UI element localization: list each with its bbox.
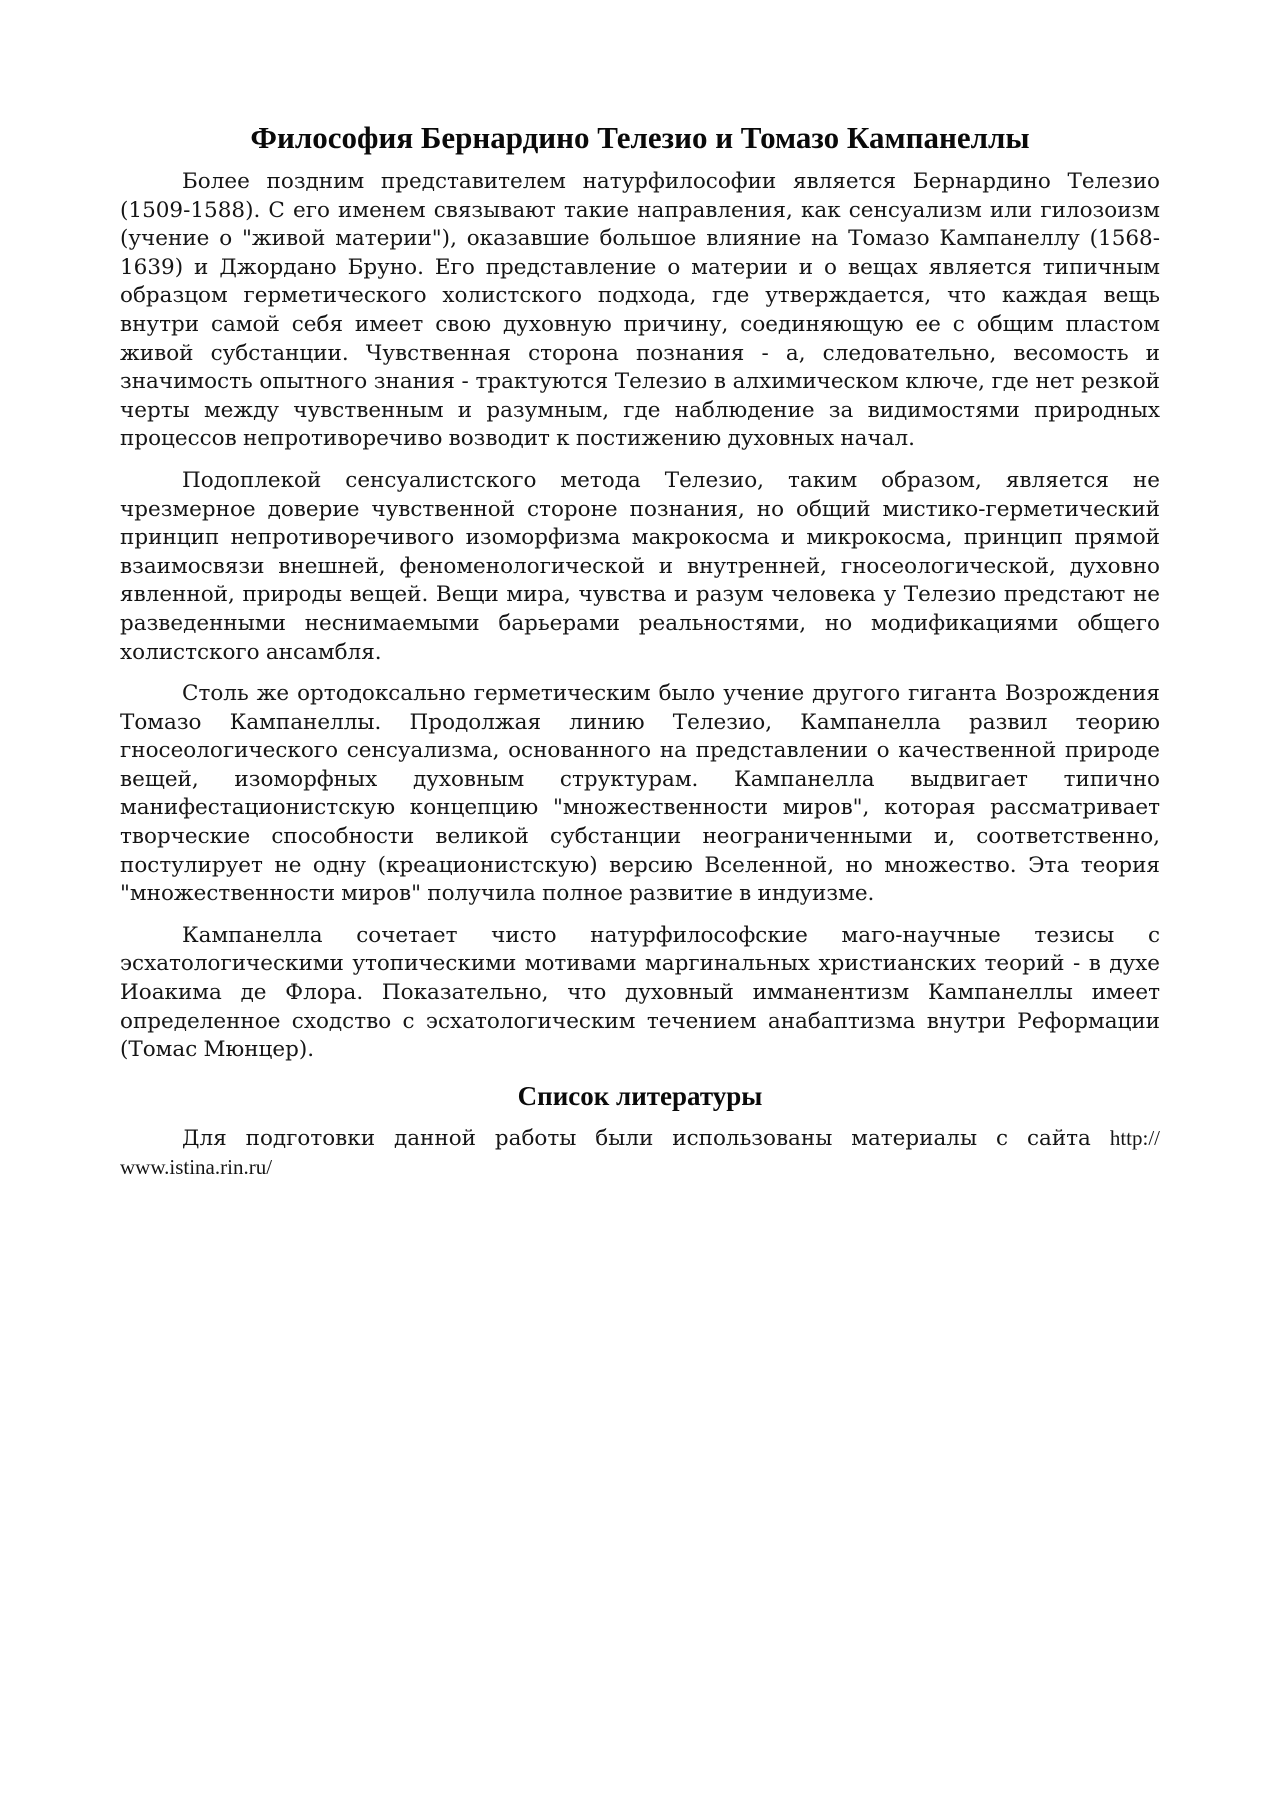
page-title: Философия Бернардино Телезио и Томазо Кампанеллы: [250, 120, 1030, 155]
paragraph-telesio-method: Подоплекой сенсуалистского метода Телезио, таким образом, является не чрезмерное доверие чувственной стороне познания, но общий мистико-герметический принцип непротиворечивого изоморфизма макрокосма и микрокосма, принцип прямой взаимосвязи внешней, феноменологической и внутренней, гносеологической, духовно явленной, природы вещей. Вещи мира, чувства и разум человека у Телезио предстают не разведенными неснимаемыми барьерами реальностями, но модификациями общего холистского ансамбля.: [120, 467, 1160, 665]
literature-heading: Список литературы: [517, 1080, 763, 1111]
paragraph-campanella-eschatology: Кампанелла сочетает чисто натурфилософские маго-научные тезисы с эсхатологическими утопическими мотивами маргинальных христианских теорий - в духе Иоакима де Флора. Показательно, что духовный имманентизм Кампанеллы имеет определенное сходство с эсхатологическим течением анабаптизма внутри Реформации (Томас Мюнцер).: [120, 922, 1160, 1063]
source-link[interactable]: http:// www.istina.rin.ru/: [120, 1125, 1161, 1180]
paragraph-telesio-intro: Более поздним представителем натурфилософии является Бернардино Телезио (1509-1588). С его именем связывают такие направления, как сенсуализм или гилозоизм (учение о "живой материи"), оказавшие большое влияние на Томазо Кампанеллу (1568-1639) и Джордано Бруно. Его представление о материи и о вещах является типичным образцом герметического холистского подхода, где утверждается, что каждая вещь внутри самой себя имеет свою духовную причину, соединяющую ее с общим пластом живой субстанции. Чувственная сторона познания - а, следовательно, весомость и значимость опытного знания - трактуются Телезио в алхимическом ключе, где нет резкой черты между чувственным и разумным, где наблюдение за видимостями природных процессов непротиворечиво возводит к постижению духовных начал.: [120, 169, 1160, 452]
document-body: [120, 118, 1160, 1183]
literature-paragraph: [120, 1124, 1160, 1183]
literature-text: Для подготовки данной работы были использованы материалы с сайта: [182, 1125, 1091, 1151]
paragraph-campanella-theory: Столь же ортодоксально герметическим было учение другого гиганта Возрождения Томазо Кампанеллы. Продолжая линию Телезио, Кампанелла развил теорию гносеологического сенсуализма, основанного на представлении о качественной природе вещей, изоморфных духовным структурам. Кампанелла выдвигает типично манифестационистскую концепцию "множественности миров", которая рассматривает творческие способности великой субстанции неограниченными и, соответственно, постулирует не одну (креационистскую) версию Вселенной, но множество. Эта теория "множественности миров" получила полное развитие в индуизме.: [120, 681, 1160, 907]
